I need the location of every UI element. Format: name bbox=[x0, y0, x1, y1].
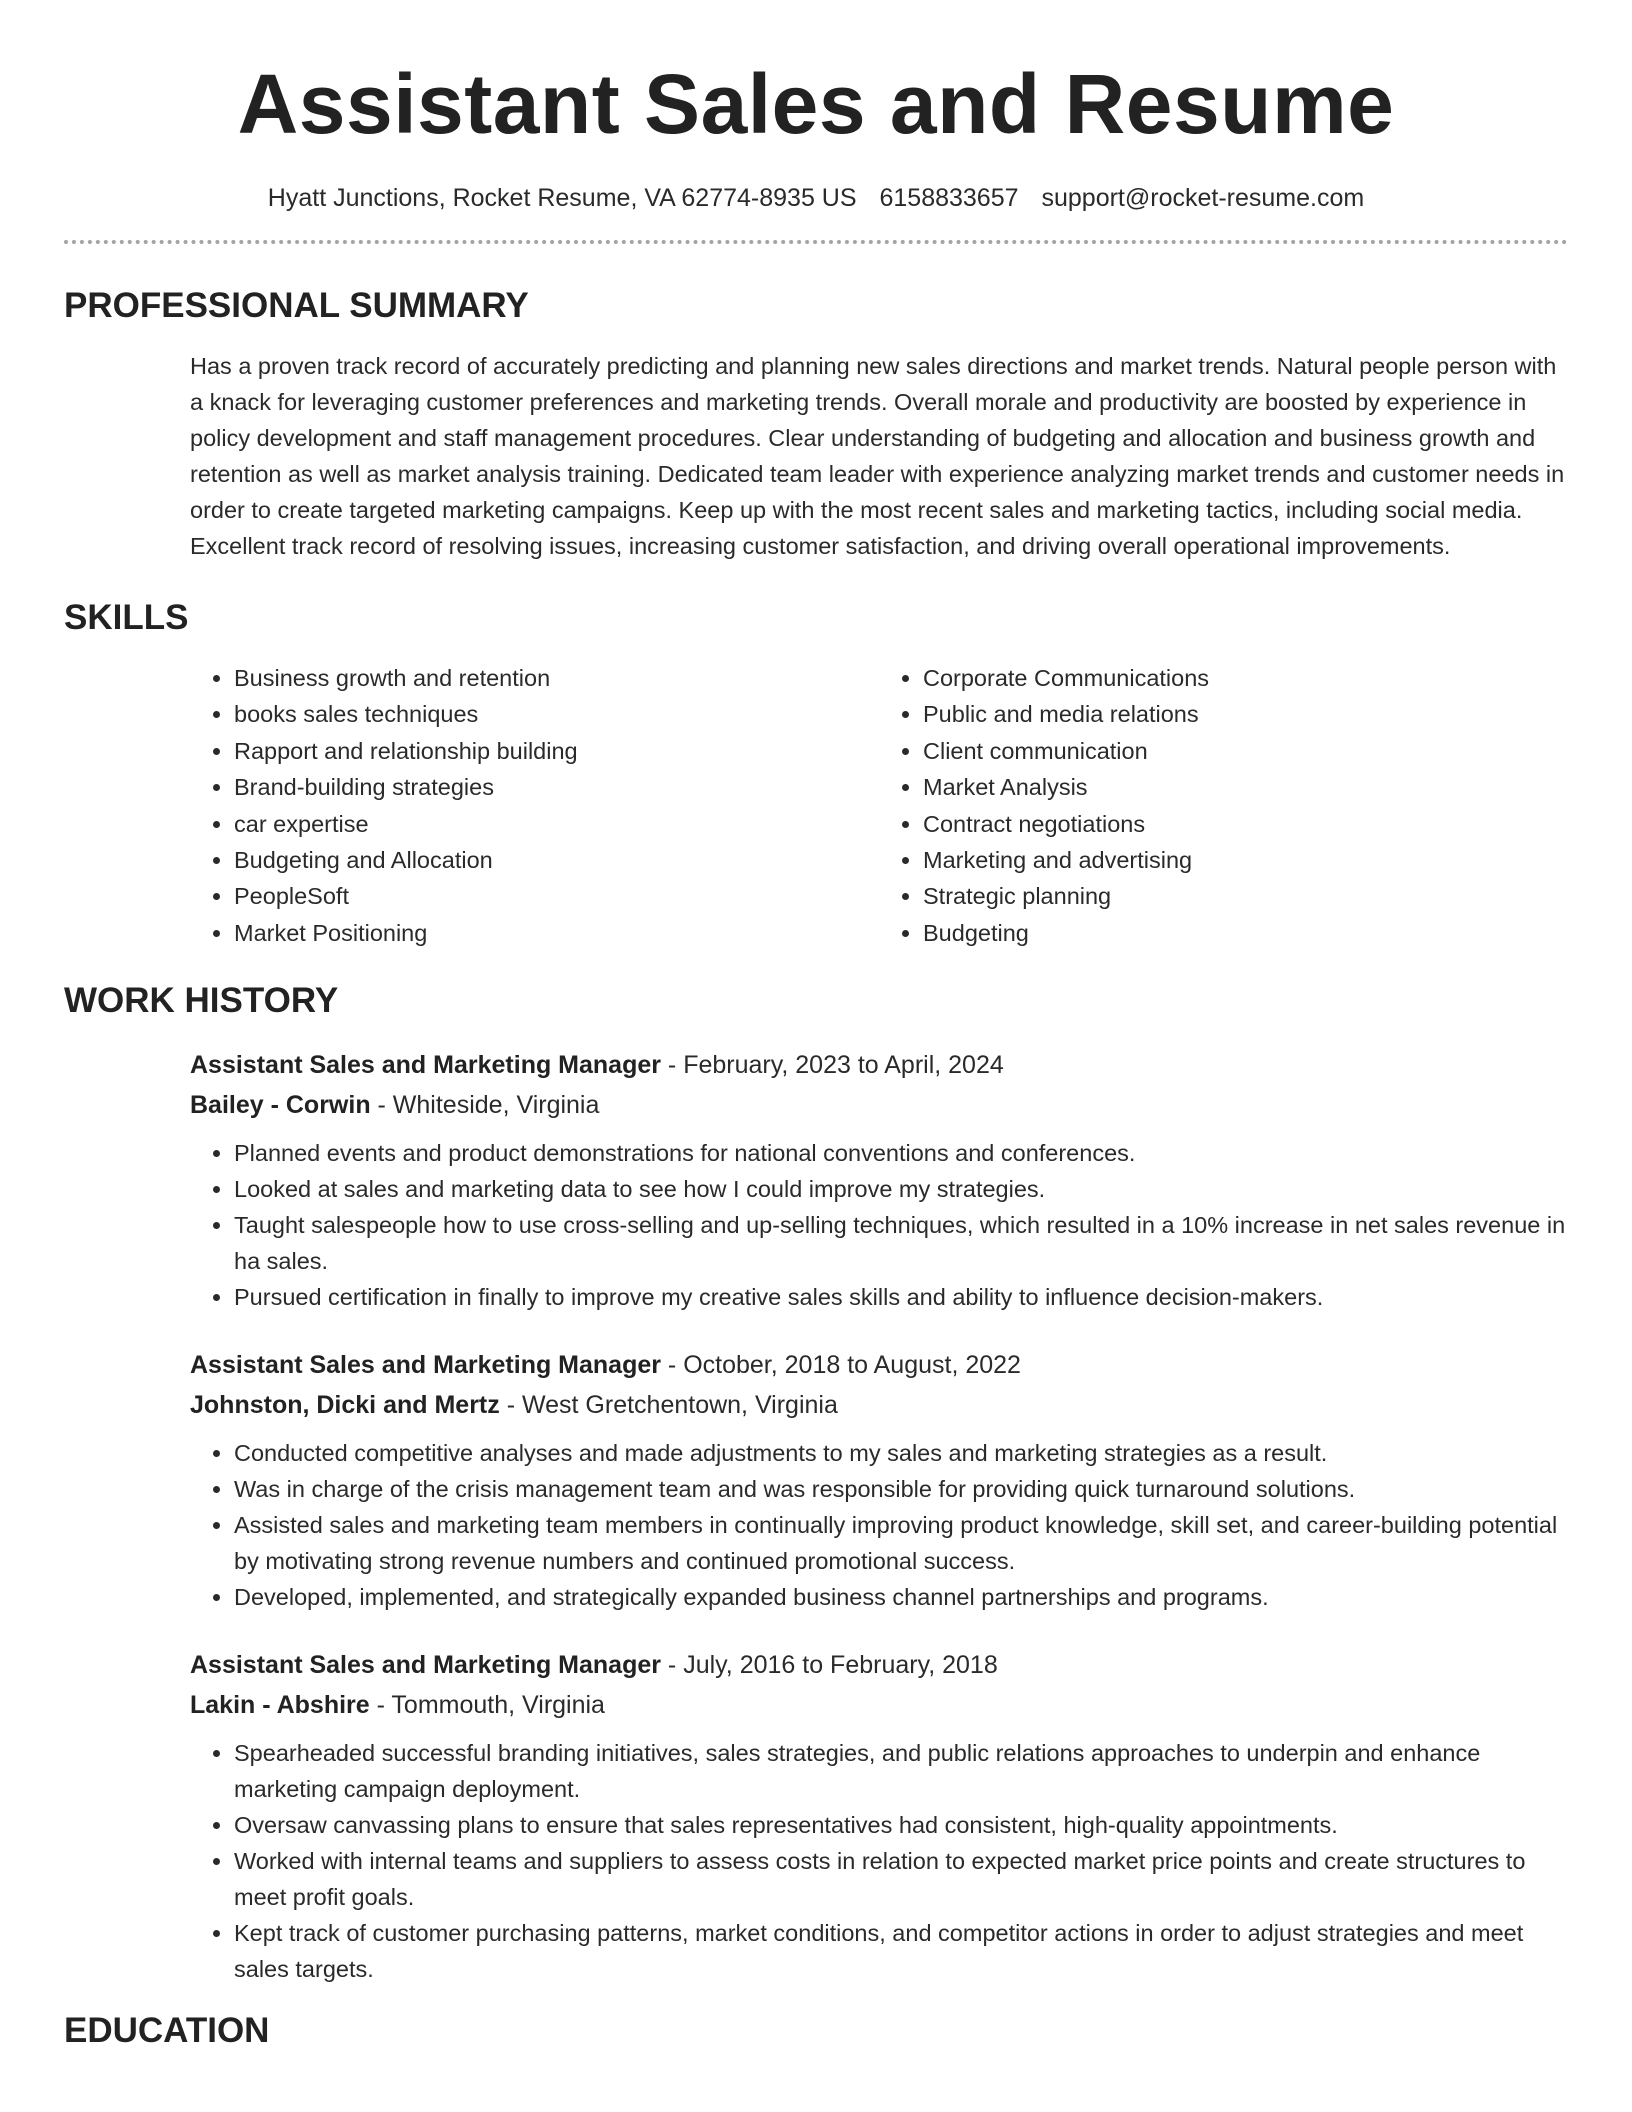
skills-list bbox=[190, 660, 1568, 951]
job-bullet: • Pursued certification in finally to improve my creative sales skills and ability to influence decision-makers. bbox=[234, 1279, 1568, 1315]
skill-item: • books sales techniques bbox=[234, 696, 879, 732]
job-company: Bailey - Corwin bbox=[190, 1091, 371, 1120]
skill-item: • Budgeting bbox=[923, 915, 1568, 951]
skill-item: • Budgeting and Allocation bbox=[234, 842, 879, 878]
skill-item: • car expertise bbox=[234, 806, 879, 842]
job-bullet: • Planned events and product demonstrations for national conventions and conferences. bbox=[234, 1135, 1568, 1171]
job-bullet: • Taught salespeople how to use cross-selling and up-selling techniques, which resulted in a 10% increase in net sales revenue in ha sales. bbox=[234, 1207, 1568, 1279]
contact-email: support@rocket-resume.com bbox=[1041, 184, 1365, 212]
job-role-line bbox=[190, 1645, 1568, 1685]
job-bullet: • Looked at sales and marketing data to see how I could improve my strategies. bbox=[234, 1171, 1568, 1207]
job-dates: - July, 2016 to February, 2018 bbox=[660, 1651, 998, 1680]
header-divider bbox=[64, 240, 1568, 244]
job-bullet: • Was in charge of the crisis management team and was responsible for providing quick turnaround solutions. bbox=[234, 1471, 1568, 1507]
contact-phone: 6158833657 bbox=[879, 184, 1019, 212]
skill-item: • Client communication bbox=[923, 733, 1568, 769]
skills-heading: SKILLS bbox=[64, 598, 189, 637]
contact-address: Hyatt Junctions, Rocket Resume, VA 62774-8935 US bbox=[267, 184, 857, 212]
skill-item: • Marketing and advertising bbox=[923, 842, 1568, 878]
skill-item: • Market Analysis bbox=[923, 769, 1568, 805]
job-company-line bbox=[190, 1085, 1568, 1125]
job-entry bbox=[190, 1345, 1568, 1615]
work-history-heading: WORK HISTORY bbox=[64, 981, 339, 1021]
skill-item: • Public and media relations bbox=[923, 696, 1568, 732]
job-bullet: • Developed, implemented, and strategically expanded business channel partnerships and programs. bbox=[234, 1579, 1568, 1615]
job-bullet: • Spearheaded successful branding initiatives, sales strategies, and public relations approaches to underpin and enhance marketing campaign deployment. bbox=[234, 1735, 1568, 1807]
skill-item: • Strategic planning bbox=[923, 878, 1568, 914]
job-company: Johnston, Dicki and Mertz bbox=[190, 1391, 500, 1420]
education-heading: EDUCATION bbox=[64, 2011, 270, 2051]
job-location: - Whiteside, Virginia bbox=[370, 1091, 600, 1120]
job-bullet: • Assisted sales and marketing team members in continually improving product knowledge, skill set, and career-building potential by motivating strong revenue numbers and continued promotional success. bbox=[234, 1507, 1568, 1579]
skills-column-right bbox=[879, 660, 1568, 951]
job-bullet: • Worked with internal teams and suppliers to assess costs in relation to expected market price points and create structures to meet profit goals. bbox=[234, 1843, 1568, 1915]
job-bullet: • Kept track of customer purchasing patterns, market conditions, and competitor actions in order to adjust strategies and meet sales targets. bbox=[234, 1915, 1568, 1987]
job-role: Assistant Sales and Marketing Manager bbox=[190, 1351, 661, 1380]
job-company: Lakin - Abshire bbox=[190, 1691, 370, 1720]
skills-column-left bbox=[190, 660, 879, 951]
summary-text: Has a proven track record of accurately predicting and planning new sales directions and market trends. Natural people person with a knack for leveraging customer preferences and marketing trends. Overall morale and productivity are boosted by experience in policy development and staff management procedures. Clear understanding of budgeting and allocation and business growth and retention as well as market analysis training. Dedicated team leader with experience analyzing market trends and customer needs in order to create targeted marketing campaigns. Keep up with the most recent sales and marketing tactics, including social media. Excellent track record of resolving issues, increasing customer satisfaction, and driving overall operational improvements. bbox=[190, 353, 1565, 559]
resume-name: Assistant Sales and Resume bbox=[237, 57, 1395, 151]
skill-item: • Corporate Communications bbox=[923, 660, 1568, 696]
skill-item: • Contract negotiations bbox=[923, 806, 1568, 842]
skill-item: • PeopleSoft bbox=[234, 878, 879, 914]
job-dates: - February, 2023 to April, 2024 bbox=[660, 1051, 1004, 1080]
job-entry bbox=[190, 1045, 1568, 1315]
job-bullet-list bbox=[190, 1135, 1568, 1315]
job-bullet: • Conducted competitive analyses and made adjustments to my sales and marketing strategies as a result. bbox=[234, 1435, 1568, 1471]
job-bullet-list bbox=[190, 1735, 1568, 1987]
job-dates: - October, 2018 to August, 2022 bbox=[660, 1351, 1021, 1380]
contact-line bbox=[64, 182, 1568, 214]
job-location: - West Gretchentown, Virginia bbox=[499, 1391, 838, 1420]
skill-item: • Brand-building strategies bbox=[234, 769, 879, 805]
job-role-line bbox=[190, 1045, 1568, 1085]
job-company-line bbox=[190, 1685, 1568, 1725]
job-entry bbox=[190, 1645, 1568, 1987]
skill-item: • Market Positioning bbox=[234, 915, 879, 951]
job-bullet: • Oversaw canvassing plans to ensure that sales representatives had consistent, high-quality appointments. bbox=[234, 1807, 1568, 1843]
job-company-line bbox=[190, 1385, 1568, 1425]
summary-heading: PROFESSIONAL SUMMARY bbox=[64, 286, 529, 325]
skill-item: • Rapport and relationship building bbox=[234, 733, 879, 769]
job-role-line bbox=[190, 1345, 1568, 1385]
job-location: - Tommouth, Virginia bbox=[369, 1691, 605, 1720]
job-bullet-list bbox=[190, 1435, 1568, 1615]
job-role: Assistant Sales and Marketing Manager bbox=[190, 1651, 661, 1680]
skill-item: • Business growth and retention bbox=[234, 660, 879, 696]
job-role: Assistant Sales and Marketing Manager bbox=[190, 1051, 661, 1080]
